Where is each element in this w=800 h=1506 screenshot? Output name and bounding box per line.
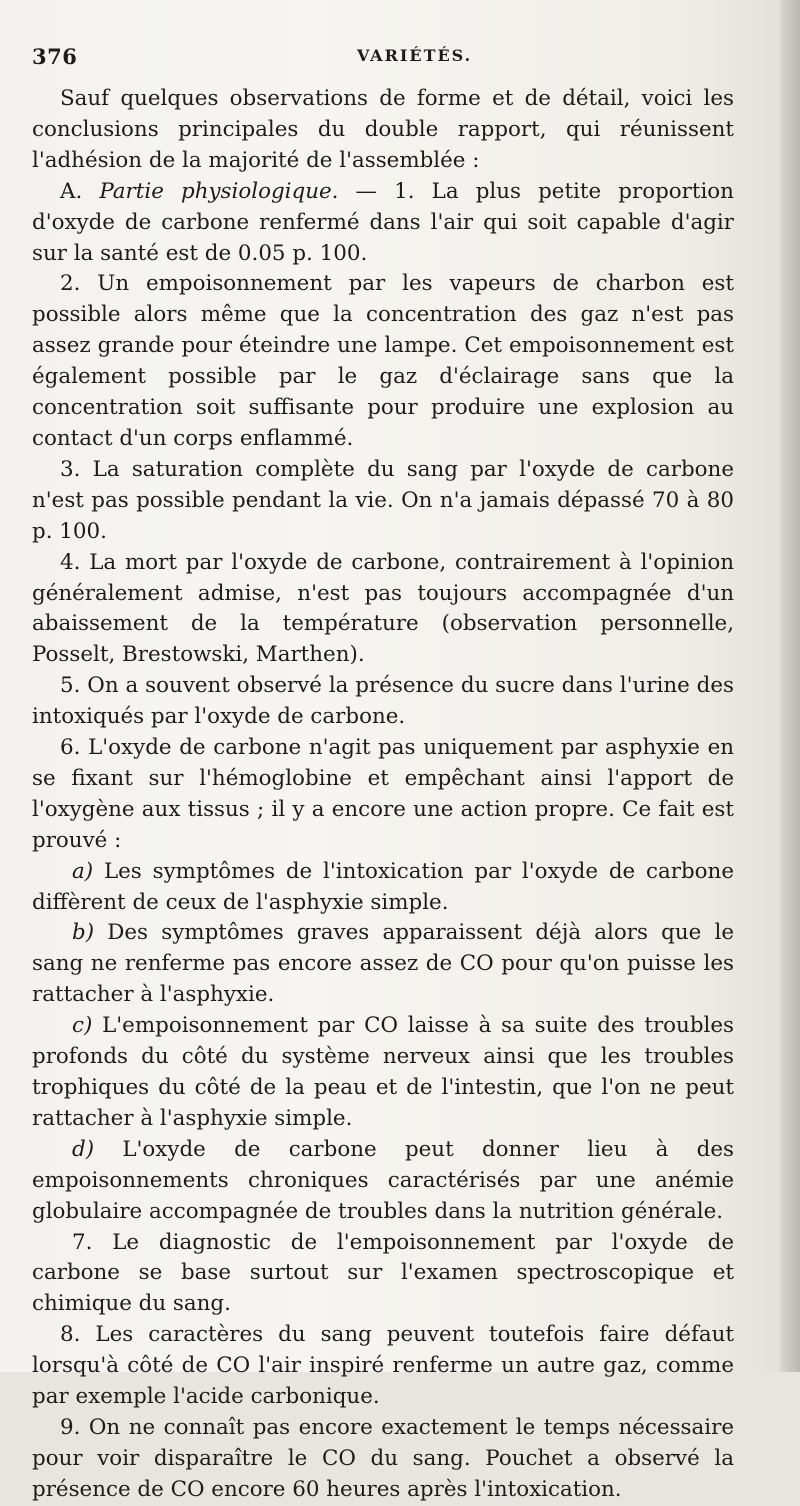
page-edge-shadow	[780, 0, 800, 1372]
subitem-b	[32, 918, 734, 1011]
subitem-b-label: b)	[72, 920, 95, 946]
item-7: 7. Le diagnostic de l'empoisonnement par l'oxyde de carbone se base surtout sur l'examen spectroscopique et chimique du sang.	[32, 1229, 734, 1317]
subitem-a-label: a)	[72, 858, 94, 884]
subitem-a	[32, 857, 734, 919]
subitem-c	[32, 1011, 734, 1135]
page-header	[32, 44, 732, 74]
item-6: 6. L'oxyde de carbone n'agit pas uniquement par asphyxie en se fixant sur l'hémoglobine et empêchant ainsi l'apport de l'oxygène aux tissus ; il y a encore une action propre. Ce fait est prouvé :	[32, 735, 734, 853]
subitem-a-text: Les symptômes de l'intoxication par l'oxyde de carbone diffèrent de ceux de l'asphyxie simple.	[32, 858, 734, 915]
section-a-text: 1. La plus petite proportion d'oxyde de carbone renfermé dans l'air qui soit capable d'agir sur la santé est de 0.05 p. 100.	[32, 178, 734, 266]
section-a-label: A.	[60, 178, 83, 204]
section-a-paragraph	[32, 177, 734, 270]
item-5: 5. On a souvent observé la présence du sucre dans l'urine des intoxiqués par l'oxyde de carbone.	[32, 673, 734, 730]
section-a-dash: —	[338, 178, 395, 204]
subitem-c-label: c)	[72, 1013, 93, 1039]
item-9: 9. On ne connaît pas encore exactement le temps nécessaire pour voir disparaître le CO du sang. Pouchet a observé la présence de CO encore 60 heures après l'intoxication.	[32, 1414, 734, 1502]
subitem-b-text: Des symptômes graves apparaissent déjà alors que le sang ne renferme pas encore assez de CO pour qu'on puisse les rattacher à l'asphyxie.	[32, 920, 734, 1008]
item-4: 4. La mort par l'oxyde de carbone, contrairement à l'opinion généralement admise, n'est pas toujours accompagnée d'un abaissement de la température (observation personnelle, Posselt, Brestowski, Marthen).	[32, 549, 734, 668]
item-8: 8. Les caractères du sang peuvent toutefois faire défaut lorsqu'à côté de CO l'air inspiré renferme un autre gaz, comme par exemple l'acide carbonique.	[32, 1322, 734, 1410]
body-text	[32, 84, 734, 1506]
subitem-d-text: L'oxyde de carbone peut donner lieu à des empoisonnements chroniques caractérisés par une anémie globulaire accompagnée de troubles dans la nutrition générale.	[32, 1136, 734, 1224]
page-number: 376	[32, 44, 78, 69]
section-a-title: Partie physiologique.	[99, 178, 339, 204]
intro-paragraph: Sauf quelques observations de forme et de détail, voici les conclusions principales du double rapport, qui réunissent l'adhésion de la majorité de l'assemblée :	[32, 86, 734, 173]
subitem-c-text: L'empoisonnement par CO laisse à sa suite des troubles profonds du côté du système nerveux ainsi que les troubles trophiques du côté de la peau et de l'intestin, que l'on ne peut rattacher à l'asphyxie simple.	[32, 1013, 734, 1131]
item-3: 3. La saturation complète du sang par l'oxyde de carbone n'est pas possible pendant la vie. On n'a jamais dépassé 70 à 80 p. 100.	[32, 456, 734, 544]
running-title: VARIÉTÉS.	[357, 46, 473, 65]
subitem-d	[32, 1135, 734, 1228]
subitem-d-label: d)	[72, 1136, 95, 1162]
item-2: 2. Un empoisonnement par les vapeurs de charbon est possible alors même que la concentration des gaz n'est pas assez grande pour éteindre une lampe. Cet empoisonnement est également possible par le gaz d'éclairage sans que la concentration soit suffisante pour produire une explosion au contact d'un corps enflammé.	[32, 271, 734, 451]
